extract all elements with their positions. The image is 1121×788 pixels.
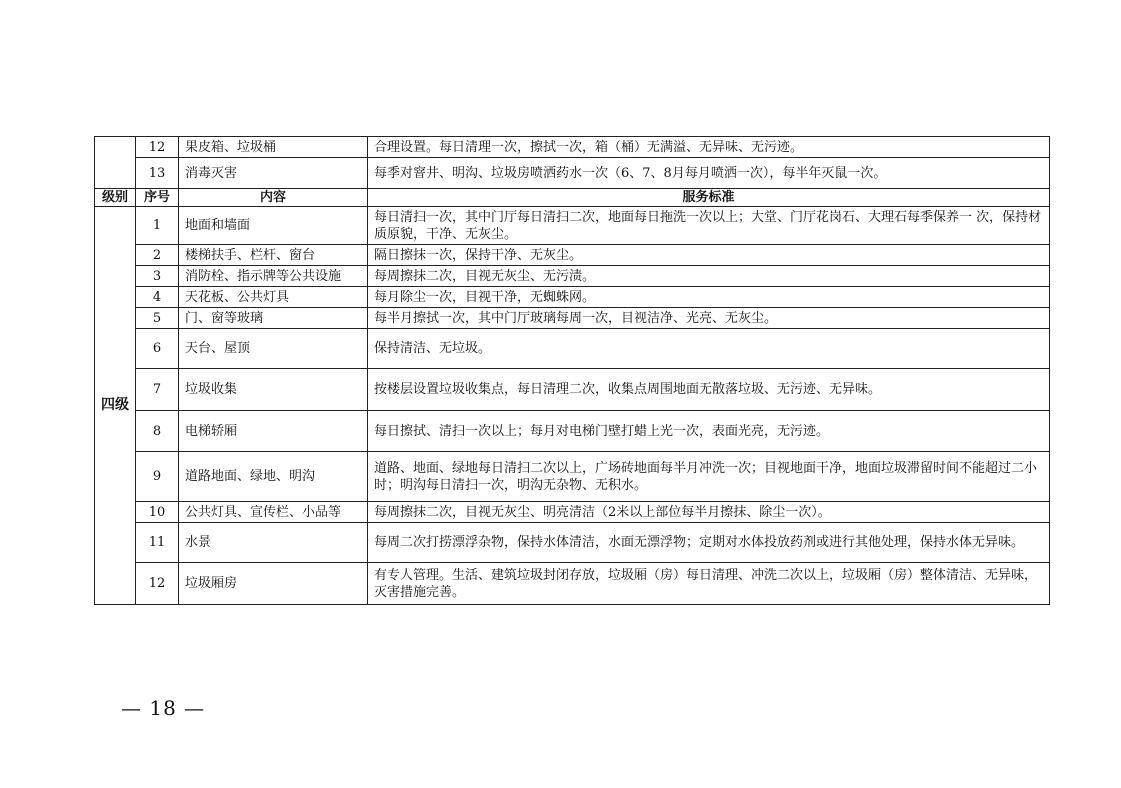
row-content: 垃圾收集: [179, 369, 368, 411]
row-content: 门、窗等玻璃: [179, 308, 368, 329]
row-standard: 隔日擦抹一次，保持干净、无灰尘。: [368, 245, 1050, 266]
table-row: [95, 329, 1050, 369]
table-row: [95, 452, 1050, 502]
row-number: 10: [136, 502, 179, 523]
table-row: [95, 563, 1050, 605]
row-number: 2: [136, 245, 179, 266]
row-number: 7: [136, 369, 179, 411]
table-row: [95, 523, 1050, 563]
table-row: [95, 245, 1050, 266]
row-number: 4: [136, 287, 179, 308]
row-standard: 有专人管理。生活、建筑垃圾封闭存放，垃圾厢（房）每日清理、冲洗二次以上，垃圾厢（房）整体清洁、无异味，灭害措施完善。: [368, 563, 1050, 605]
level-four-cell: 四级: [95, 207, 136, 605]
table-row: [95, 287, 1050, 308]
row-standard: 合理设置。每日清理一次，擦拭一次，箱（桶）无满溢、无异味、无污迹。: [368, 137, 1050, 158]
row-standard: 每周二次打捞漂浮杂物，保持水体清洁，水面无漂浮物；定期对水体投放药剂或进行其他处理，保持水体无异味。: [368, 523, 1050, 563]
row-standard: 道路、地面、绿地每日清扫二次以上，广场砖地面每半月冲洗一次；目视地面干净，地面垃圾滞留时间不能超过二小时；明沟每日清扫一次，明沟无杂物、无积水。: [368, 452, 1050, 502]
row-standard: 每月除尘一次，目视干净，无蜘蛛网。: [368, 287, 1050, 308]
row-content: 天花板、公共灯具: [179, 287, 368, 308]
row-standard: 保持清洁、无垃圾。: [368, 329, 1050, 369]
row-number: 3: [136, 266, 179, 287]
row-number: 9: [136, 452, 179, 502]
row-content: 道路地面、绿地、明沟: [179, 452, 368, 502]
header-standard: 服务标准: [368, 189, 1050, 207]
level-cell-prev: [95, 137, 136, 189]
table-row: [95, 158, 1050, 189]
row-number: 1: [136, 207, 179, 245]
row-standard: 每季对窨井、明沟、垃圾房喷洒药水一次（6、7、8月每月喷洒一次），每半年灭鼠一次。: [368, 158, 1050, 189]
header-content: 内容: [179, 189, 368, 207]
row-number: 12: [136, 563, 179, 605]
row-content: 果皮箱、垃圾桶: [179, 137, 368, 158]
row-number: 11: [136, 523, 179, 563]
service-standard-table: [94, 136, 1050, 605]
table-header-row: [95, 189, 1050, 207]
row-standard: 每半月擦拭一次，其中门厅玻璃每周一次，目视洁净、光亮、无灰尘。: [368, 308, 1050, 329]
table-row: [95, 137, 1050, 158]
table-row: [95, 207, 1050, 245]
page-number: — 18 —: [121, 696, 206, 720]
row-content: 公共灯具、宣传栏、小品等: [179, 502, 368, 523]
row-standard: 按楼层设置垃圾收集点，每日清理二次，收集点周围地面无散落垃圾、无污迹、无异味。: [368, 369, 1050, 411]
row-content: 楼梯扶手、栏杆、窗台: [179, 245, 368, 266]
table-row: [95, 369, 1050, 411]
table-row: [95, 411, 1050, 452]
row-content: 消防栓、指示牌等公共设施: [179, 266, 368, 287]
row-number: 12: [136, 137, 179, 158]
header-number: 序号: [136, 189, 179, 207]
row-content: 地面和墙面: [179, 207, 368, 245]
table-row: [95, 502, 1050, 523]
table-row: [95, 308, 1050, 329]
row-content: 电梯轿厢: [179, 411, 368, 452]
row-standard: 每周擦抹二次，目视无灰尘、明亮清洁（2米以上部位每半月擦抹、除尘一次）。: [368, 502, 1050, 523]
table-row: [95, 266, 1050, 287]
row-number: 8: [136, 411, 179, 452]
row-standard: 每日擦拭、清扫一次以上；每月对电梯门壁打蜡上光一次，表面光亮，无污迹。: [368, 411, 1050, 452]
row-number: 13: [136, 158, 179, 189]
row-content: 消毒灭害: [179, 158, 368, 189]
row-number: 5: [136, 308, 179, 329]
row-standard: 每周擦抹二次，目视无灰尘、无污渍。: [368, 266, 1050, 287]
row-content: 天台、屋顶: [179, 329, 368, 369]
row-content: 垃圾厢房: [179, 563, 368, 605]
header-level: 级别: [95, 189, 136, 207]
row-content: 水景: [179, 523, 368, 563]
row-standard: 每日清扫一次，其中门厅每日清扫二次，地面每日拖洗一次以上；大堂、门厅花岗石、大理石每季保养一 次，保持材质原貌，干净、无灰尘。: [368, 207, 1050, 245]
row-number: 6: [136, 329, 179, 369]
